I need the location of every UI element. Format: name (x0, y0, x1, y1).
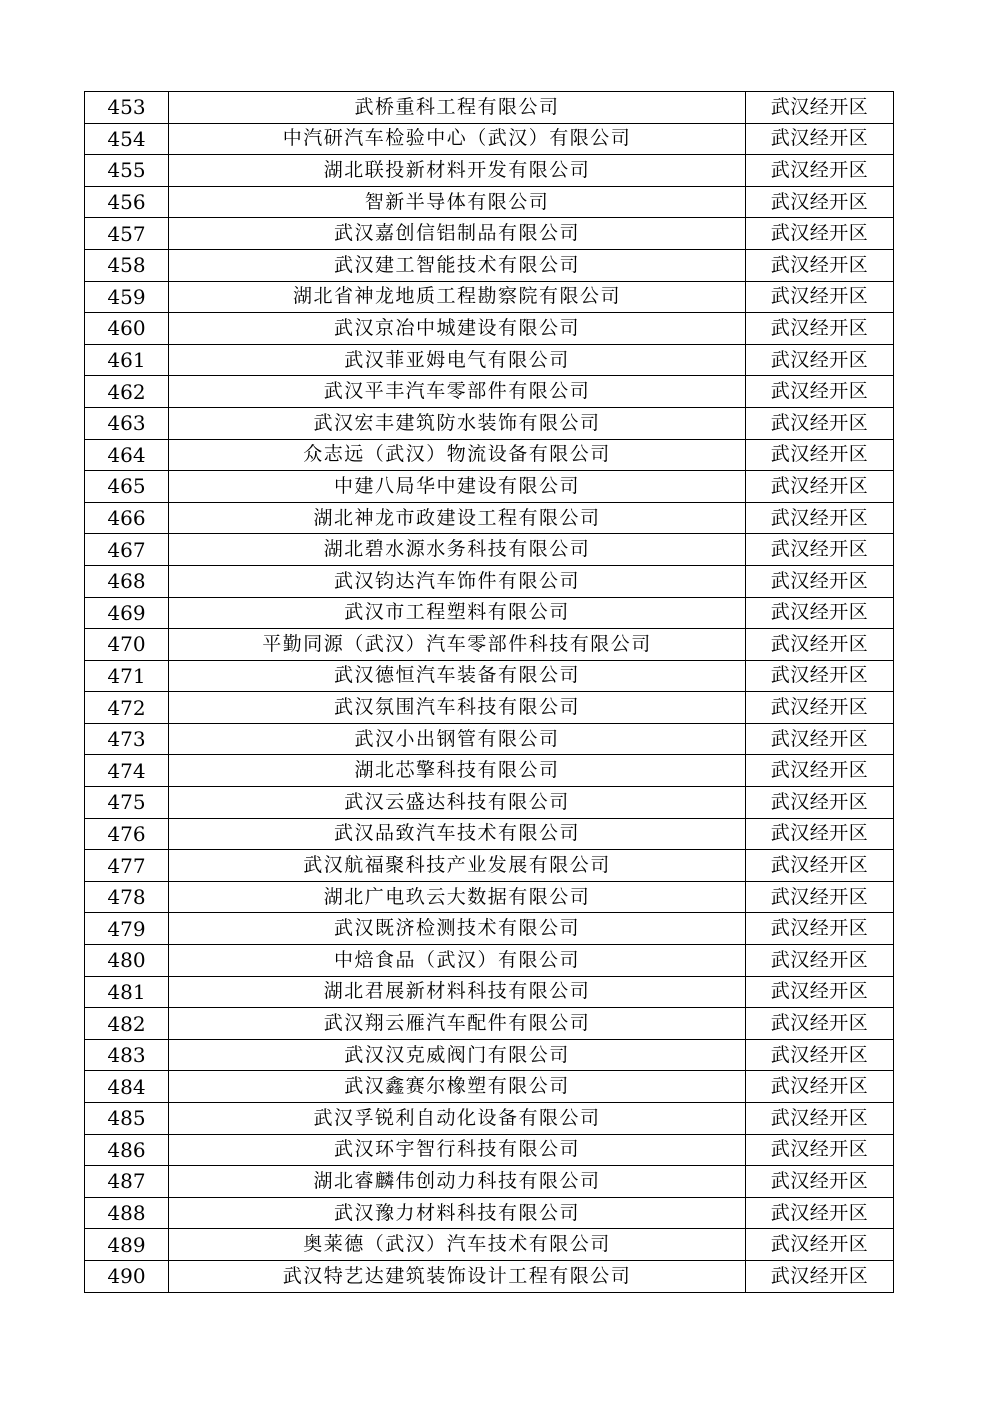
row-number-cell: 486 (85, 1134, 169, 1166)
row-number-cell: 474 (85, 755, 169, 787)
row-number-cell: 490 (85, 1260, 169, 1292)
row-number-cell: 488 (85, 1197, 169, 1229)
district-cell: 武汉经开区 (746, 850, 894, 882)
company-name-cell: 湖北联投新材料开发有限公司 (169, 155, 746, 187)
table-row (85, 1197, 894, 1229)
company-name-cell: 湖北君展新材料科技有限公司 (169, 976, 746, 1008)
row-number-cell: 469 (85, 597, 169, 629)
table-row (85, 723, 894, 755)
table-row (85, 218, 894, 250)
row-number-cell: 453 (85, 92, 169, 124)
table-body (85, 92, 894, 1293)
company-name-cell: 武汉建工智能技术有限公司 (169, 249, 746, 281)
table-row (85, 976, 894, 1008)
district-cell: 武汉经开区 (746, 660, 894, 692)
table-row (85, 155, 894, 187)
row-number-cell: 485 (85, 1103, 169, 1135)
row-number-cell: 459 (85, 281, 169, 313)
district-cell: 武汉经开区 (746, 1071, 894, 1103)
company-name-cell: 武汉豫力材料科技有限公司 (169, 1197, 746, 1229)
company-name-cell: 武汉翔云雁汽车配件有限公司 (169, 1008, 746, 1040)
row-number-cell: 481 (85, 976, 169, 1008)
company-name-cell: 湖北碧水源水务科技有限公司 (169, 534, 746, 566)
table-row (85, 629, 894, 661)
table-row (85, 597, 894, 629)
district-cell: 武汉经开区 (746, 344, 894, 376)
row-number-cell: 477 (85, 850, 169, 882)
district-cell: 武汉经开区 (746, 123, 894, 155)
company-name-cell: 智新半导体有限公司 (169, 186, 746, 218)
district-cell: 武汉经开区 (746, 281, 894, 313)
table-row (85, 439, 894, 471)
row-number-cell: 472 (85, 692, 169, 724)
company-list-table (84, 91, 894, 1293)
table-row (85, 502, 894, 534)
table-row (85, 407, 894, 439)
row-number-cell: 458 (85, 249, 169, 281)
company-name-cell: 武汉既济检测技术有限公司 (169, 913, 746, 945)
table-row (85, 313, 894, 345)
company-name-cell: 平勤同源（武汉）汽车零部件科技有限公司 (169, 629, 746, 661)
row-number-cell: 479 (85, 913, 169, 945)
table-row (85, 1166, 894, 1198)
district-cell: 武汉经开区 (746, 565, 894, 597)
company-name-cell: 武汉氛围汽车科技有限公司 (169, 692, 746, 724)
company-name-cell: 武汉孚锐利自动化设备有限公司 (169, 1103, 746, 1135)
row-number-cell: 455 (85, 155, 169, 187)
company-name-cell: 湖北广电玖云大数据有限公司 (169, 881, 746, 913)
table-row (85, 344, 894, 376)
district-cell: 武汉经开区 (746, 723, 894, 755)
table-row (85, 92, 894, 124)
district-cell: 武汉经开区 (746, 439, 894, 471)
district-cell: 武汉经开区 (746, 818, 894, 850)
table-row (85, 660, 894, 692)
table-row (85, 534, 894, 566)
district-cell: 武汉经开区 (746, 218, 894, 250)
row-number-cell: 471 (85, 660, 169, 692)
row-number-cell: 484 (85, 1071, 169, 1103)
company-name-cell: 湖北睿麟伟创动力科技有限公司 (169, 1166, 746, 1198)
company-name-cell: 武汉钧达汽车饰件有限公司 (169, 565, 746, 597)
table-row (85, 1071, 894, 1103)
company-name-cell: 中焙食品（武汉）有限公司 (169, 945, 746, 977)
company-name-cell: 湖北神龙市政建设工程有限公司 (169, 502, 746, 534)
district-cell: 武汉经开区 (746, 1229, 894, 1261)
district-cell: 武汉经开区 (746, 534, 894, 566)
company-name-cell: 武汉宏丰建筑防水装饰有限公司 (169, 407, 746, 439)
row-number-cell: 470 (85, 629, 169, 661)
district-cell: 武汉经开区 (746, 1260, 894, 1292)
table-row (85, 249, 894, 281)
company-name-cell: 武汉汉克威阀门有限公司 (169, 1039, 746, 1071)
row-number-cell: 478 (85, 881, 169, 913)
row-number-cell: 489 (85, 1229, 169, 1261)
row-number-cell: 482 (85, 1008, 169, 1040)
table-row (85, 945, 894, 977)
row-number-cell: 487 (85, 1166, 169, 1198)
row-number-cell: 464 (85, 439, 169, 471)
district-cell: 武汉经开区 (746, 597, 894, 629)
row-number-cell: 467 (85, 534, 169, 566)
table-row (85, 186, 894, 218)
district-cell: 武汉经开区 (746, 249, 894, 281)
company-name-cell: 武汉菲亚姆电气有限公司 (169, 344, 746, 376)
table-row (85, 1134, 894, 1166)
row-number-cell: 454 (85, 123, 169, 155)
row-number-cell: 457 (85, 218, 169, 250)
district-cell: 武汉经开区 (746, 755, 894, 787)
table-row (85, 818, 894, 850)
district-cell: 武汉经开区 (746, 913, 894, 945)
row-number-cell: 483 (85, 1039, 169, 1071)
company-name-cell: 武汉鑫赛尔橡塑有限公司 (169, 1071, 746, 1103)
district-cell: 武汉经开区 (746, 186, 894, 218)
row-number-cell: 468 (85, 565, 169, 597)
company-name-cell: 武汉品致汽车技术有限公司 (169, 818, 746, 850)
table-row (85, 850, 894, 882)
district-cell: 武汉经开区 (746, 692, 894, 724)
row-number-cell: 465 (85, 471, 169, 503)
table-row (85, 1260, 894, 1292)
company-name-cell: 中建八局华中建设有限公司 (169, 471, 746, 503)
company-name-cell: 湖北省神龙地质工程勘察院有限公司 (169, 281, 746, 313)
table-row (85, 376, 894, 408)
district-cell: 武汉经开区 (746, 881, 894, 913)
row-number-cell: 466 (85, 502, 169, 534)
company-name-cell: 武汉小出钢管有限公司 (169, 723, 746, 755)
table-row (85, 281, 894, 313)
company-name-cell: 武汉市工程塑料有限公司 (169, 597, 746, 629)
district-cell: 武汉经开区 (746, 976, 894, 1008)
district-cell: 武汉经开区 (746, 1008, 894, 1040)
row-number-cell: 463 (85, 407, 169, 439)
row-number-cell: 480 (85, 945, 169, 977)
district-cell: 武汉经开区 (746, 1197, 894, 1229)
company-name-cell: 武汉平丰汽车零部件有限公司 (169, 376, 746, 408)
table-row (85, 692, 894, 724)
district-cell: 武汉经开区 (746, 787, 894, 819)
district-cell: 武汉经开区 (746, 1134, 894, 1166)
district-cell: 武汉经开区 (746, 407, 894, 439)
district-cell: 武汉经开区 (746, 92, 894, 124)
table-row (85, 1008, 894, 1040)
company-name-cell: 奥莱德（武汉）汽车技术有限公司 (169, 1229, 746, 1261)
row-number-cell: 473 (85, 723, 169, 755)
district-cell: 武汉经开区 (746, 1166, 894, 1198)
row-number-cell: 461 (85, 344, 169, 376)
table-row (85, 1103, 894, 1135)
company-name-cell: 武汉德恒汽车装备有限公司 (169, 660, 746, 692)
company-name-cell: 武汉航福聚科技产业发展有限公司 (169, 850, 746, 882)
district-cell: 武汉经开区 (746, 1039, 894, 1071)
district-cell: 武汉经开区 (746, 155, 894, 187)
company-name-cell: 武汉云盛达科技有限公司 (169, 787, 746, 819)
company-name-cell: 武汉嘉创信铝制品有限公司 (169, 218, 746, 250)
table-row (85, 913, 894, 945)
district-cell: 武汉经开区 (746, 313, 894, 345)
table-row (85, 471, 894, 503)
table-row (85, 1229, 894, 1261)
district-cell: 武汉经开区 (746, 1103, 894, 1135)
district-cell: 武汉经开区 (746, 629, 894, 661)
table-row (85, 565, 894, 597)
row-number-cell: 456 (85, 186, 169, 218)
row-number-cell: 475 (85, 787, 169, 819)
table-row (85, 123, 894, 155)
company-name-cell: 武汉特艺达建筑装饰设计工程有限公司 (169, 1260, 746, 1292)
company-name-cell: 武汉京冶中城建设有限公司 (169, 313, 746, 345)
table-row (85, 755, 894, 787)
table-row (85, 881, 894, 913)
company-name-cell: 湖北芯擎科技有限公司 (169, 755, 746, 787)
row-number-cell: 460 (85, 313, 169, 345)
table-row (85, 787, 894, 819)
company-name-cell: 武汉环宇智行科技有限公司 (169, 1134, 746, 1166)
table-row (85, 1039, 894, 1071)
company-name-cell: 众志远（武汉）物流设备有限公司 (169, 439, 746, 471)
district-cell: 武汉经开区 (746, 502, 894, 534)
company-name-cell: 中汽研汽车检验中心（武汉）有限公司 (169, 123, 746, 155)
company-name-cell: 武桥重科工程有限公司 (169, 92, 746, 124)
district-cell: 武汉经开区 (746, 471, 894, 503)
district-cell: 武汉经开区 (746, 945, 894, 977)
row-number-cell: 476 (85, 818, 169, 850)
district-cell: 武汉经开区 (746, 376, 894, 408)
row-number-cell: 462 (85, 376, 169, 408)
